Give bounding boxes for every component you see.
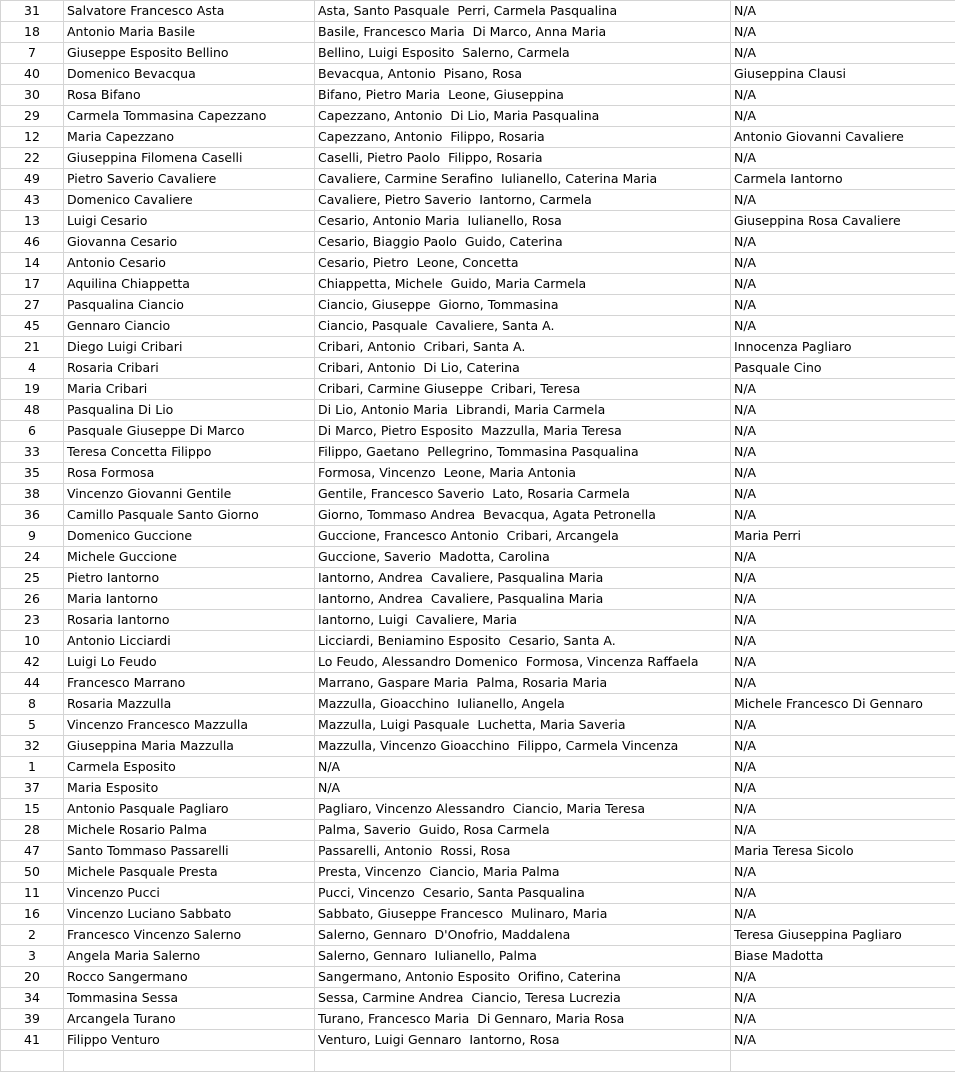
cell-spouse[interactable]: Maria Perri — [731, 526, 955, 547]
cell-spouse[interactable]: N/A — [731, 610, 955, 631]
table-row — [1, 274, 955, 295]
table-row — [1, 1009, 955, 1030]
cell-id[interactable]: 34 — [1, 988, 64, 1009]
table-row — [1, 43, 955, 64]
cell-spouse[interactable]: N/A — [731, 1030, 955, 1051]
cell-id[interactable]: 23 — [1, 610, 64, 631]
table-row — [1, 106, 955, 127]
cell-spouse[interactable]: Giuseppina Rosa Cavaliere — [731, 211, 955, 232]
cell-parents[interactable]: Bevacqua, Antonio Pisano, Rosa — [315, 64, 731, 85]
cell-spouse[interactable]: Teresa Giuseppina Pagliaro — [731, 925, 955, 946]
cell-id[interactable]: 8 — [1, 694, 64, 715]
cell-parents[interactable]: Chiappetta, Michele Guido, Maria Carmela — [315, 274, 731, 295]
cell-id[interactable]: 27 — [1, 295, 64, 316]
cell-name[interactable]: Rosaria Mazzulla — [64, 694, 315, 715]
cell-spouse[interactable]: N/A — [731, 988, 955, 1009]
cell-id[interactable]: 7 — [1, 43, 64, 64]
cell-name[interactable]: Luigi Cesario — [64, 211, 315, 232]
table-row — [1, 589, 955, 610]
cell-spouse[interactable]: N/A — [731, 631, 955, 652]
empty-cell[interactable] — [315, 1051, 731, 1072]
table-row — [1, 484, 955, 505]
cell-spouse[interactable]: N/A — [731, 820, 955, 841]
cell-spouse[interactable]: N/A — [731, 568, 955, 589]
cell-name[interactable]: Aquilina Chiappetta — [64, 274, 315, 295]
cell-name[interactable]: Antonio Maria Basile — [64, 22, 315, 43]
cell-id[interactable]: 36 — [1, 505, 64, 526]
cell-name[interactable]: Michele Rosario Palma — [64, 820, 315, 841]
cell-spouse[interactable]: N/A — [731, 757, 955, 778]
cell-spouse[interactable]: N/A — [731, 148, 955, 169]
cell-parents[interactable]: Turano, Francesco Maria Di Gennaro, Maria Rosa — [315, 1009, 731, 1030]
cell-spouse[interactable]: N/A — [731, 232, 955, 253]
cell-parents[interactable]: Cavaliere, Carmine Serafino Iulianello, Caterina Maria — [315, 169, 731, 190]
cell-name[interactable]: Giuseppina Maria Mazzulla — [64, 736, 315, 757]
cell-parents[interactable]: Presta, Vincenzo Ciancio, Maria Palma — [315, 862, 731, 883]
table-row — [1, 22, 955, 43]
cell-id[interactable]: 43 — [1, 190, 64, 211]
cell-id[interactable]: 39 — [1, 1009, 64, 1030]
cell-id[interactable]: 18 — [1, 22, 64, 43]
cell-parents[interactable]: Cesario, Pietro Leone, Concetta — [315, 253, 731, 274]
cell-spouse[interactable]: N/A — [731, 442, 955, 463]
cell-name[interactable]: Diego Luigi Cribari — [64, 337, 315, 358]
table-row — [1, 694, 955, 715]
cell-name[interactable]: Domenico Guccione — [64, 526, 315, 547]
cell-name[interactable]: Giuseppe Esposito Bellino — [64, 43, 315, 64]
table-row — [1, 799, 955, 820]
cell-spouse[interactable]: N/A — [731, 883, 955, 904]
cell-name[interactable]: Angela Maria Salerno — [64, 946, 315, 967]
cell-id[interactable]: 32 — [1, 736, 64, 757]
cell-id[interactable]: 1 — [1, 757, 64, 778]
cell-spouse[interactable]: N/A — [731, 295, 955, 316]
cell-name[interactable]: Camillo Pasquale Santo Giorno — [64, 505, 315, 526]
table-row — [1, 127, 955, 148]
cell-id[interactable]: 26 — [1, 589, 64, 610]
cell-parents[interactable]: Salerno, Gennaro Iulianello, Palma — [315, 946, 731, 967]
cell-id[interactable]: 50 — [1, 862, 64, 883]
cell-name[interactable]: Filippo Venturo — [64, 1030, 315, 1051]
cell-parents[interactable]: Iantorno, Andrea Cavaliere, Pasqualina Maria — [315, 568, 731, 589]
table-row — [1, 652, 955, 673]
cell-id[interactable]: 6 — [1, 421, 64, 442]
cell-parents[interactable]: Palma, Saverio Guido, Rosa Carmela — [315, 820, 731, 841]
cell-spouse[interactable]: N/A — [731, 799, 955, 820]
cell-id[interactable]: 42 — [1, 652, 64, 673]
cell-id[interactable]: 15 — [1, 799, 64, 820]
cell-name[interactable]: Pasqualina Di Lio — [64, 400, 315, 421]
cell-parents[interactable]: Pucci, Vincenzo Cesario, Santa Pasqualina — [315, 883, 731, 904]
cell-spouse[interactable]: N/A — [731, 1, 955, 22]
table-row — [1, 526, 955, 547]
cell-spouse[interactable]: Antonio Giovanni Cavaliere — [731, 127, 955, 148]
cell-parents[interactable]: Mazzulla, Gioacchino Iulianello, Angela — [315, 694, 731, 715]
table-row — [1, 568, 955, 589]
cell-id[interactable]: 20 — [1, 967, 64, 988]
table-row-empty — [1, 1051, 955, 1072]
table-row — [1, 1, 955, 22]
cell-id[interactable]: 13 — [1, 211, 64, 232]
cell-name[interactable]: Domenico Bevacqua — [64, 64, 315, 85]
cell-id[interactable]: 28 — [1, 820, 64, 841]
table-row — [1, 757, 955, 778]
cell-name[interactable]: Tommasina Sessa — [64, 988, 315, 1009]
cell-parents[interactable]: Sabbato, Giuseppe Francesco Mulinaro, Maria — [315, 904, 731, 925]
cell-parents[interactable]: Mazzulla, Vincenzo Gioacchino Filippo, Carmela Vincenza — [315, 736, 731, 757]
table-row — [1, 862, 955, 883]
cell-spouse[interactable]: Carmela Iantorno — [731, 169, 955, 190]
table-row — [1, 421, 955, 442]
cell-spouse[interactable]: Maria Teresa Sicolo — [731, 841, 955, 862]
cell-name[interactable]: Santo Tommaso Passarelli — [64, 841, 315, 862]
table-row — [1, 463, 955, 484]
cell-name[interactable]: Teresa Concetta Filippo — [64, 442, 315, 463]
cell-spouse[interactable]: N/A — [731, 379, 955, 400]
cell-name[interactable]: Michele Pasquale Presta — [64, 862, 315, 883]
cell-parents[interactable]: Filippo, Gaetano Pellegrino, Tommasina Pasqualina — [315, 442, 731, 463]
cell-parents[interactable]: N/A — [315, 757, 731, 778]
cell-name[interactable]: Arcangela Turano — [64, 1009, 315, 1030]
cell-id[interactable]: 21 — [1, 337, 64, 358]
table-row — [1, 841, 955, 862]
cell-id[interactable]: 17 — [1, 274, 64, 295]
table-row — [1, 148, 955, 169]
table-row — [1, 904, 955, 925]
cell-parents[interactable]: Capezzano, Antonio Filippo, Rosaria — [315, 127, 731, 148]
cell-parents[interactable]: Marrano, Gaspare Maria Palma, Rosaria Maria — [315, 673, 731, 694]
empty-cell[interactable] — [731, 1051, 955, 1072]
cell-name[interactable]: Rosaria Iantorno — [64, 610, 315, 631]
table-row — [1, 883, 955, 904]
table-row — [1, 169, 955, 190]
cell-spouse[interactable]: N/A — [731, 484, 955, 505]
cell-id[interactable]: 25 — [1, 568, 64, 589]
table-row — [1, 1030, 955, 1051]
cell-name[interactable]: Francesco Vincenzo Salerno — [64, 925, 315, 946]
table-row — [1, 253, 955, 274]
table-row — [1, 946, 955, 967]
cell-name[interactable]: Domenico Cavaliere — [64, 190, 315, 211]
table-row — [1, 610, 955, 631]
empty-cell[interactable] — [1, 1051, 64, 1072]
cell-name[interactable]: Pietro Iantorno — [64, 568, 315, 589]
cell-parents[interactable]: Passarelli, Antonio Rossi, Rosa — [315, 841, 731, 862]
cell-parents[interactable]: Lo Feudo, Alessandro Domenico Formosa, Vincenza Raffaela — [315, 652, 731, 673]
cell-spouse[interactable]: Michele Francesco Di Gennaro — [731, 694, 955, 715]
cell-id[interactable]: 3 — [1, 946, 64, 967]
cell-spouse[interactable]: N/A — [731, 22, 955, 43]
cell-parents[interactable]: Formosa, Vincenzo Leone, Maria Antonia — [315, 463, 731, 484]
cell-name[interactable]: Carmela Tommasina Capezzano — [64, 106, 315, 127]
cell-parents[interactable]: Salerno, Gennaro D'Onofrio, Maddalena — [315, 925, 731, 946]
cell-spouse[interactable]: Biase Madotta — [731, 946, 955, 967]
cell-name[interactable]: Maria Iantorno — [64, 589, 315, 610]
cell-id[interactable]: 19 — [1, 379, 64, 400]
cell-id[interactable]: 38 — [1, 484, 64, 505]
table-row — [1, 505, 955, 526]
table-row — [1, 967, 955, 988]
cell-spouse[interactable]: N/A — [731, 190, 955, 211]
cell-name[interactable]: Rosa Formosa — [64, 463, 315, 484]
cell-parents[interactable]: Cesario, Antonio Maria Iulianello, Rosa — [315, 211, 731, 232]
cell-parents[interactable]: Asta, Santo Pasquale Perri, Carmela Pasqualina — [315, 1, 731, 22]
cell-parents[interactable]: Cavaliere, Pietro Saverio Iantorno, Carmela — [315, 190, 731, 211]
cell-name[interactable]: Antonio Licciardi — [64, 631, 315, 652]
cell-spouse[interactable]: N/A — [731, 589, 955, 610]
table-row — [1, 715, 955, 736]
cell-spouse[interactable]: N/A — [731, 673, 955, 694]
table-row — [1, 64, 955, 85]
cell-parents[interactable]: Bifano, Pietro Maria Leone, Giuseppina — [315, 85, 731, 106]
cell-id[interactable]: 9 — [1, 526, 64, 547]
cell-id[interactable]: 40 — [1, 64, 64, 85]
cell-spouse[interactable]: N/A — [731, 421, 955, 442]
cell-name[interactable]: Giuseppina Filomena Caselli — [64, 148, 315, 169]
cell-spouse[interactable]: N/A — [731, 43, 955, 64]
cell-id[interactable]: 2 — [1, 925, 64, 946]
cell-parents[interactable]: Basile, Francesco Maria Di Marco, Anna Maria — [315, 22, 731, 43]
cell-parents[interactable]: Cribari, Antonio Di Lio, Caterina — [315, 358, 731, 379]
cell-id[interactable]: 11 — [1, 883, 64, 904]
cell-id[interactable]: 16 — [1, 904, 64, 925]
cell-spouse[interactable]: N/A — [731, 652, 955, 673]
cell-id[interactable]: 31 — [1, 1, 64, 22]
cell-name[interactable]: Rosa Bifano — [64, 85, 315, 106]
cell-spouse[interactable]: N/A — [731, 736, 955, 757]
cell-parents[interactable]: Caselli, Pietro Paolo Filippo, Rosaria — [315, 148, 731, 169]
cell-id[interactable]: 45 — [1, 316, 64, 337]
empty-cell[interactable] — [64, 1051, 315, 1072]
cell-name[interactable]: Maria Capezzano — [64, 127, 315, 148]
cell-spouse[interactable]: N/A — [731, 274, 955, 295]
cell-name[interactable]: Rocco Sangermano — [64, 967, 315, 988]
cell-name[interactable]: Michele Guccione — [64, 547, 315, 568]
cell-name[interactable]: Vincenzo Pucci — [64, 883, 315, 904]
cell-parents[interactable]: Guccione, Francesco Antonio Cribari, Arcangela — [315, 526, 731, 547]
cell-id[interactable]: 12 — [1, 127, 64, 148]
cell-id[interactable]: 29 — [1, 106, 64, 127]
cell-spouse[interactable]: Innocenza Pagliaro — [731, 337, 955, 358]
cell-id[interactable]: 37 — [1, 778, 64, 799]
cell-name[interactable]: Pasquale Giuseppe Di Marco — [64, 421, 315, 442]
cell-name[interactable]: Salvatore Francesco Asta — [64, 1, 315, 22]
cell-id[interactable]: 30 — [1, 85, 64, 106]
cell-parents[interactable]: Sessa, Carmine Andrea Ciancio, Teresa Lucrezia — [315, 988, 731, 1009]
cell-parents[interactable]: Iantorno, Luigi Cavaliere, Maria — [315, 610, 731, 631]
cell-parents[interactable]: Giorno, Tommaso Andrea Bevacqua, Agata Petronella — [315, 505, 731, 526]
cell-parents[interactable]: Sangermano, Antonio Esposito Orifino, Caterina — [315, 967, 731, 988]
cell-parents[interactable]: Cribari, Carmine Giuseppe Cribari, Teresa — [315, 379, 731, 400]
cell-spouse[interactable]: N/A — [731, 463, 955, 484]
cell-name[interactable]: Antonio Pasquale Pagliaro — [64, 799, 315, 820]
cell-id[interactable]: 5 — [1, 715, 64, 736]
table-row — [1, 631, 955, 652]
cell-name[interactable]: Vincenzo Francesco Mazzulla — [64, 715, 315, 736]
cell-name[interactable]: Vincenzo Giovanni Gentile — [64, 484, 315, 505]
cell-spouse[interactable]: N/A — [731, 253, 955, 274]
cell-id[interactable]: 44 — [1, 673, 64, 694]
cell-id[interactable]: 10 — [1, 631, 64, 652]
cell-name[interactable]: Antonio Cesario — [64, 253, 315, 274]
cell-parents[interactable]: Guccione, Saverio Madotta, Carolina — [315, 547, 731, 568]
cell-parents[interactable]: Cribari, Antonio Cribari, Santa A. — [315, 337, 731, 358]
cell-parents[interactable]: Ciancio, Giuseppe Giorno, Tommasina — [315, 295, 731, 316]
cell-parents[interactable]: N/A — [315, 778, 731, 799]
cell-spouse[interactable]: N/A — [731, 400, 955, 421]
cell-spouse[interactable]: Pasquale Cino — [731, 358, 955, 379]
table-row — [1, 673, 955, 694]
cell-name[interactable]: Francesco Marrano — [64, 673, 315, 694]
table-row — [1, 211, 955, 232]
cell-name[interactable]: Pietro Saverio Cavaliere — [64, 169, 315, 190]
cell-spouse[interactable]: N/A — [731, 505, 955, 526]
cell-id[interactable]: 49 — [1, 169, 64, 190]
cell-id[interactable]: 22 — [1, 148, 64, 169]
cell-id[interactable]: 41 — [1, 1030, 64, 1051]
cell-parents[interactable]: Venturo, Luigi Gennaro Iantorno, Rosa — [315, 1030, 731, 1051]
cell-spouse[interactable]: N/A — [731, 316, 955, 337]
table-row — [1, 316, 955, 337]
cell-name[interactable]: Rosaria Cribari — [64, 358, 315, 379]
cell-name[interactable]: Maria Esposito — [64, 778, 315, 799]
table-row — [1, 988, 955, 1009]
cell-parents[interactable]: Gentile, Francesco Saverio Lato, Rosaria Carmela — [315, 484, 731, 505]
table-row — [1, 232, 955, 253]
cell-parents[interactable]: Mazzulla, Luigi Pasquale Luchetta, Maria Saveria — [315, 715, 731, 736]
cell-id[interactable]: 33 — [1, 442, 64, 463]
cell-parents[interactable]: Bellino, Luigi Esposito Salerno, Carmela — [315, 43, 731, 64]
cell-spouse[interactable]: N/A — [731, 904, 955, 925]
cell-name[interactable]: Luigi Lo Feudo — [64, 652, 315, 673]
cell-parents[interactable]: Capezzano, Antonio Di Lio, Maria Pasqualina — [315, 106, 731, 127]
cell-parents[interactable]: Di Marco, Pietro Esposito Mazzulla, Maria Teresa — [315, 421, 731, 442]
cell-name[interactable]: Carmela Esposito — [64, 757, 315, 778]
cell-parents[interactable]: Licciardi, Beniamino Esposito Cesario, Santa A. — [315, 631, 731, 652]
cell-parents[interactable]: Iantorno, Andrea Cavaliere, Pasqualina Maria — [315, 589, 731, 610]
table-row — [1, 736, 955, 757]
table-row — [1, 295, 955, 316]
cell-name[interactable]: Gennaro Ciancio — [64, 316, 315, 337]
cell-spouse[interactable]: N/A — [731, 1009, 955, 1030]
cell-parents[interactable]: Cesario, Biaggio Paolo Guido, Caterina — [315, 232, 731, 253]
cell-name[interactable]: Vincenzo Luciano Sabbato — [64, 904, 315, 925]
cell-parents[interactable]: Pagliaro, Vincenzo Alessandro Ciancio, Maria Teresa — [315, 799, 731, 820]
cell-name[interactable]: Pasqualina Ciancio — [64, 295, 315, 316]
cell-parents[interactable]: Ciancio, Pasquale Cavaliere, Santa A. — [315, 316, 731, 337]
cell-spouse[interactable]: N/A — [731, 715, 955, 736]
table-row — [1, 778, 955, 799]
cell-spouse[interactable]: N/A — [731, 106, 955, 127]
cell-parents[interactable]: Di Lio, Antonio Maria Librandi, Maria Carmela — [315, 400, 731, 421]
cell-id[interactable]: 4 — [1, 358, 64, 379]
table-row — [1, 85, 955, 106]
cell-id[interactable]: 35 — [1, 463, 64, 484]
table-row — [1, 358, 955, 379]
table-row — [1, 190, 955, 211]
table-row — [1, 379, 955, 400]
cell-id[interactable]: 46 — [1, 232, 64, 253]
table-row — [1, 820, 955, 841]
table-body — [1, 1, 955, 1072]
cell-id[interactable]: 24 — [1, 547, 64, 568]
table-row — [1, 547, 955, 568]
cell-id[interactable]: 47 — [1, 841, 64, 862]
table-row — [1, 925, 955, 946]
table-row — [1, 337, 955, 358]
cell-spouse[interactable]: Giuseppina Clausi — [731, 64, 955, 85]
cell-id[interactable]: 14 — [1, 253, 64, 274]
cell-name[interactable]: Giovanna Cesario — [64, 232, 315, 253]
cell-id[interactable]: 48 — [1, 400, 64, 421]
table-row — [1, 442, 955, 463]
cell-spouse[interactable]: N/A — [731, 85, 955, 106]
cell-spouse[interactable]: N/A — [731, 967, 955, 988]
cell-spouse[interactable]: N/A — [731, 547, 955, 568]
table-row — [1, 400, 955, 421]
cell-name[interactable]: Maria Cribari — [64, 379, 315, 400]
cell-spouse[interactable]: N/A — [731, 862, 955, 883]
cell-spouse[interactable]: N/A — [731, 778, 955, 799]
